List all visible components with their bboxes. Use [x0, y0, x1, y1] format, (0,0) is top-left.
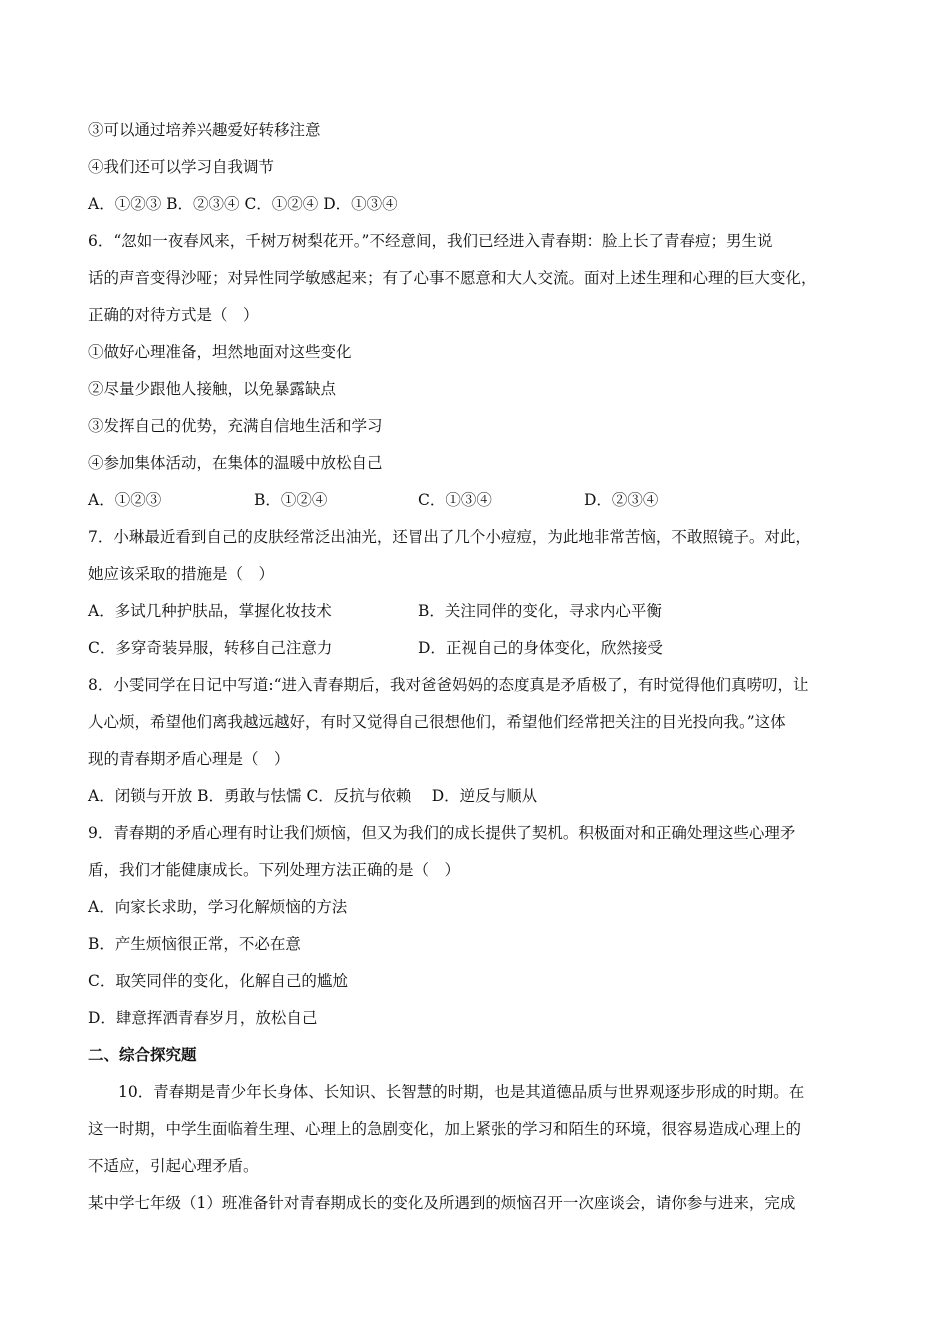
q5-item-4: ④我们还可以学习自我调节	[88, 158, 275, 176]
q9-option-a: A．向家长求助，学习化解烦恼的方法	[88, 898, 348, 916]
q9-option-b: B．产生烦恼很正常，不必在意	[88, 935, 301, 953]
q7-option-b: B．关注同伴的变化，寻求内心平衡	[418, 602, 662, 620]
q6-item-3: ③发挥自己的优势，充满自信地生活和学习	[88, 417, 383, 435]
q7-option-d: D．正视自己的身体变化，欣然接受	[418, 639, 663, 657]
q9-option-d: D．肆意挥洒青春岁月，放松自己	[88, 1009, 318, 1027]
q6-item-4: ④参加集体活动，在集体的温暖中放松自己	[88, 454, 383, 472]
q6-item-1: ①做好心理准备，坦然地面对这些变化	[88, 343, 352, 361]
q8-options: A．闭锁与开放 B．勇敢与怯懦 C．反抗与依赖 D．逆反与顺从	[88, 787, 538, 805]
q10-para-line-3: 不适应，引起心理矛盾。	[88, 1157, 259, 1175]
q6-stem-line-1: 6．“忽如一夜春风来，千树万树梨花开。”不经意间，我们已经进入青春期：脸上长了青春痘；男生说	[88, 232, 773, 250]
q9-stem-line-1: 9．青春期的矛盾心理有时让我们烦恼，但又为我们的成长提供了契机。积极面对和正确处理这些心理矛	[88, 824, 796, 842]
q6-option-a: A．①②③	[88, 491, 162, 509]
q6-option-b: B．①②④	[254, 491, 328, 509]
q10-task-line-1: 某中学七年级（1）班准备针对青春期成长的变化及所遇到的烦恼召开一次座谈会，请你参与进来，完成	[88, 1194, 796, 1212]
q8-stem-line-1: 8．小雯同学在日记中写道:“进入青春期后，我对爸爸妈妈的态度真是矛盾极了，有时觉得他们真唠叨，让	[88, 676, 809, 694]
q6-stem-line-2: 话的声音变得沙哑；对异性同学敏感起来；有了心事不愿意和大人交流。面对上述生理和心理的巨大变化，	[88, 269, 817, 287]
q7-stem-line-1: 7．小琳最近看到自己的皮肤经常泛出油光，还冒出了几个小痘痘，为此地非常苦恼，不敢照镜子。对此，	[88, 528, 811, 546]
q8-stem-line-2: 人心烦，希望他们离我越远越好，有时又觉得自己很想他们，希望他们经常把关注的目光投向我。”这体	[88, 713, 786, 731]
q5-options: A．①②③ B．②③④ C．①②④ D．①③④	[88, 195, 398, 213]
q5-item-3: ③可以通过培养兴趣爱好转移注意	[88, 121, 321, 139]
q9-stem-line-2: 盾，我们才能健康成长。下列处理方法正确的是（ ）	[88, 861, 461, 879]
q6-option-c: C．①③④	[418, 491, 492, 509]
q7-option-a: A．多试几种护肤品，掌握化妆技术	[88, 602, 332, 620]
section-heading: 二、综合探究题	[88, 1045, 197, 1064]
q6-option-d: D．②③④	[584, 491, 659, 509]
q8-stem-line-3: 现的青春期矛盾心理是（ ）	[88, 750, 290, 768]
q9-option-c: C．取笑同伴的变化，化解自己的尴尬	[88, 972, 348, 990]
q10-para-line-1: 10．青春期是青少年长身体、长知识、长智慧的时期，也是其道德品质与世界观逐步形成的时期。在	[118, 1083, 805, 1101]
q7-stem-line-2: 她应该采取的措施是（ ）	[88, 565, 275, 583]
q6-item-2: ②尽量少跟他人接触，以免暴露缺点	[88, 380, 337, 398]
q6-stem-line-3: 正确的对待方式是（ ）	[88, 306, 259, 324]
q7-option-c: C．多穿奇装异服，转移自己注意力	[88, 639, 333, 657]
q10-para-line-2: 这一时期，中学生面临着生理、心理上的急剧变化，加上紧张的学习和陌生的环境，很容易造成心理上的	[88, 1120, 802, 1138]
